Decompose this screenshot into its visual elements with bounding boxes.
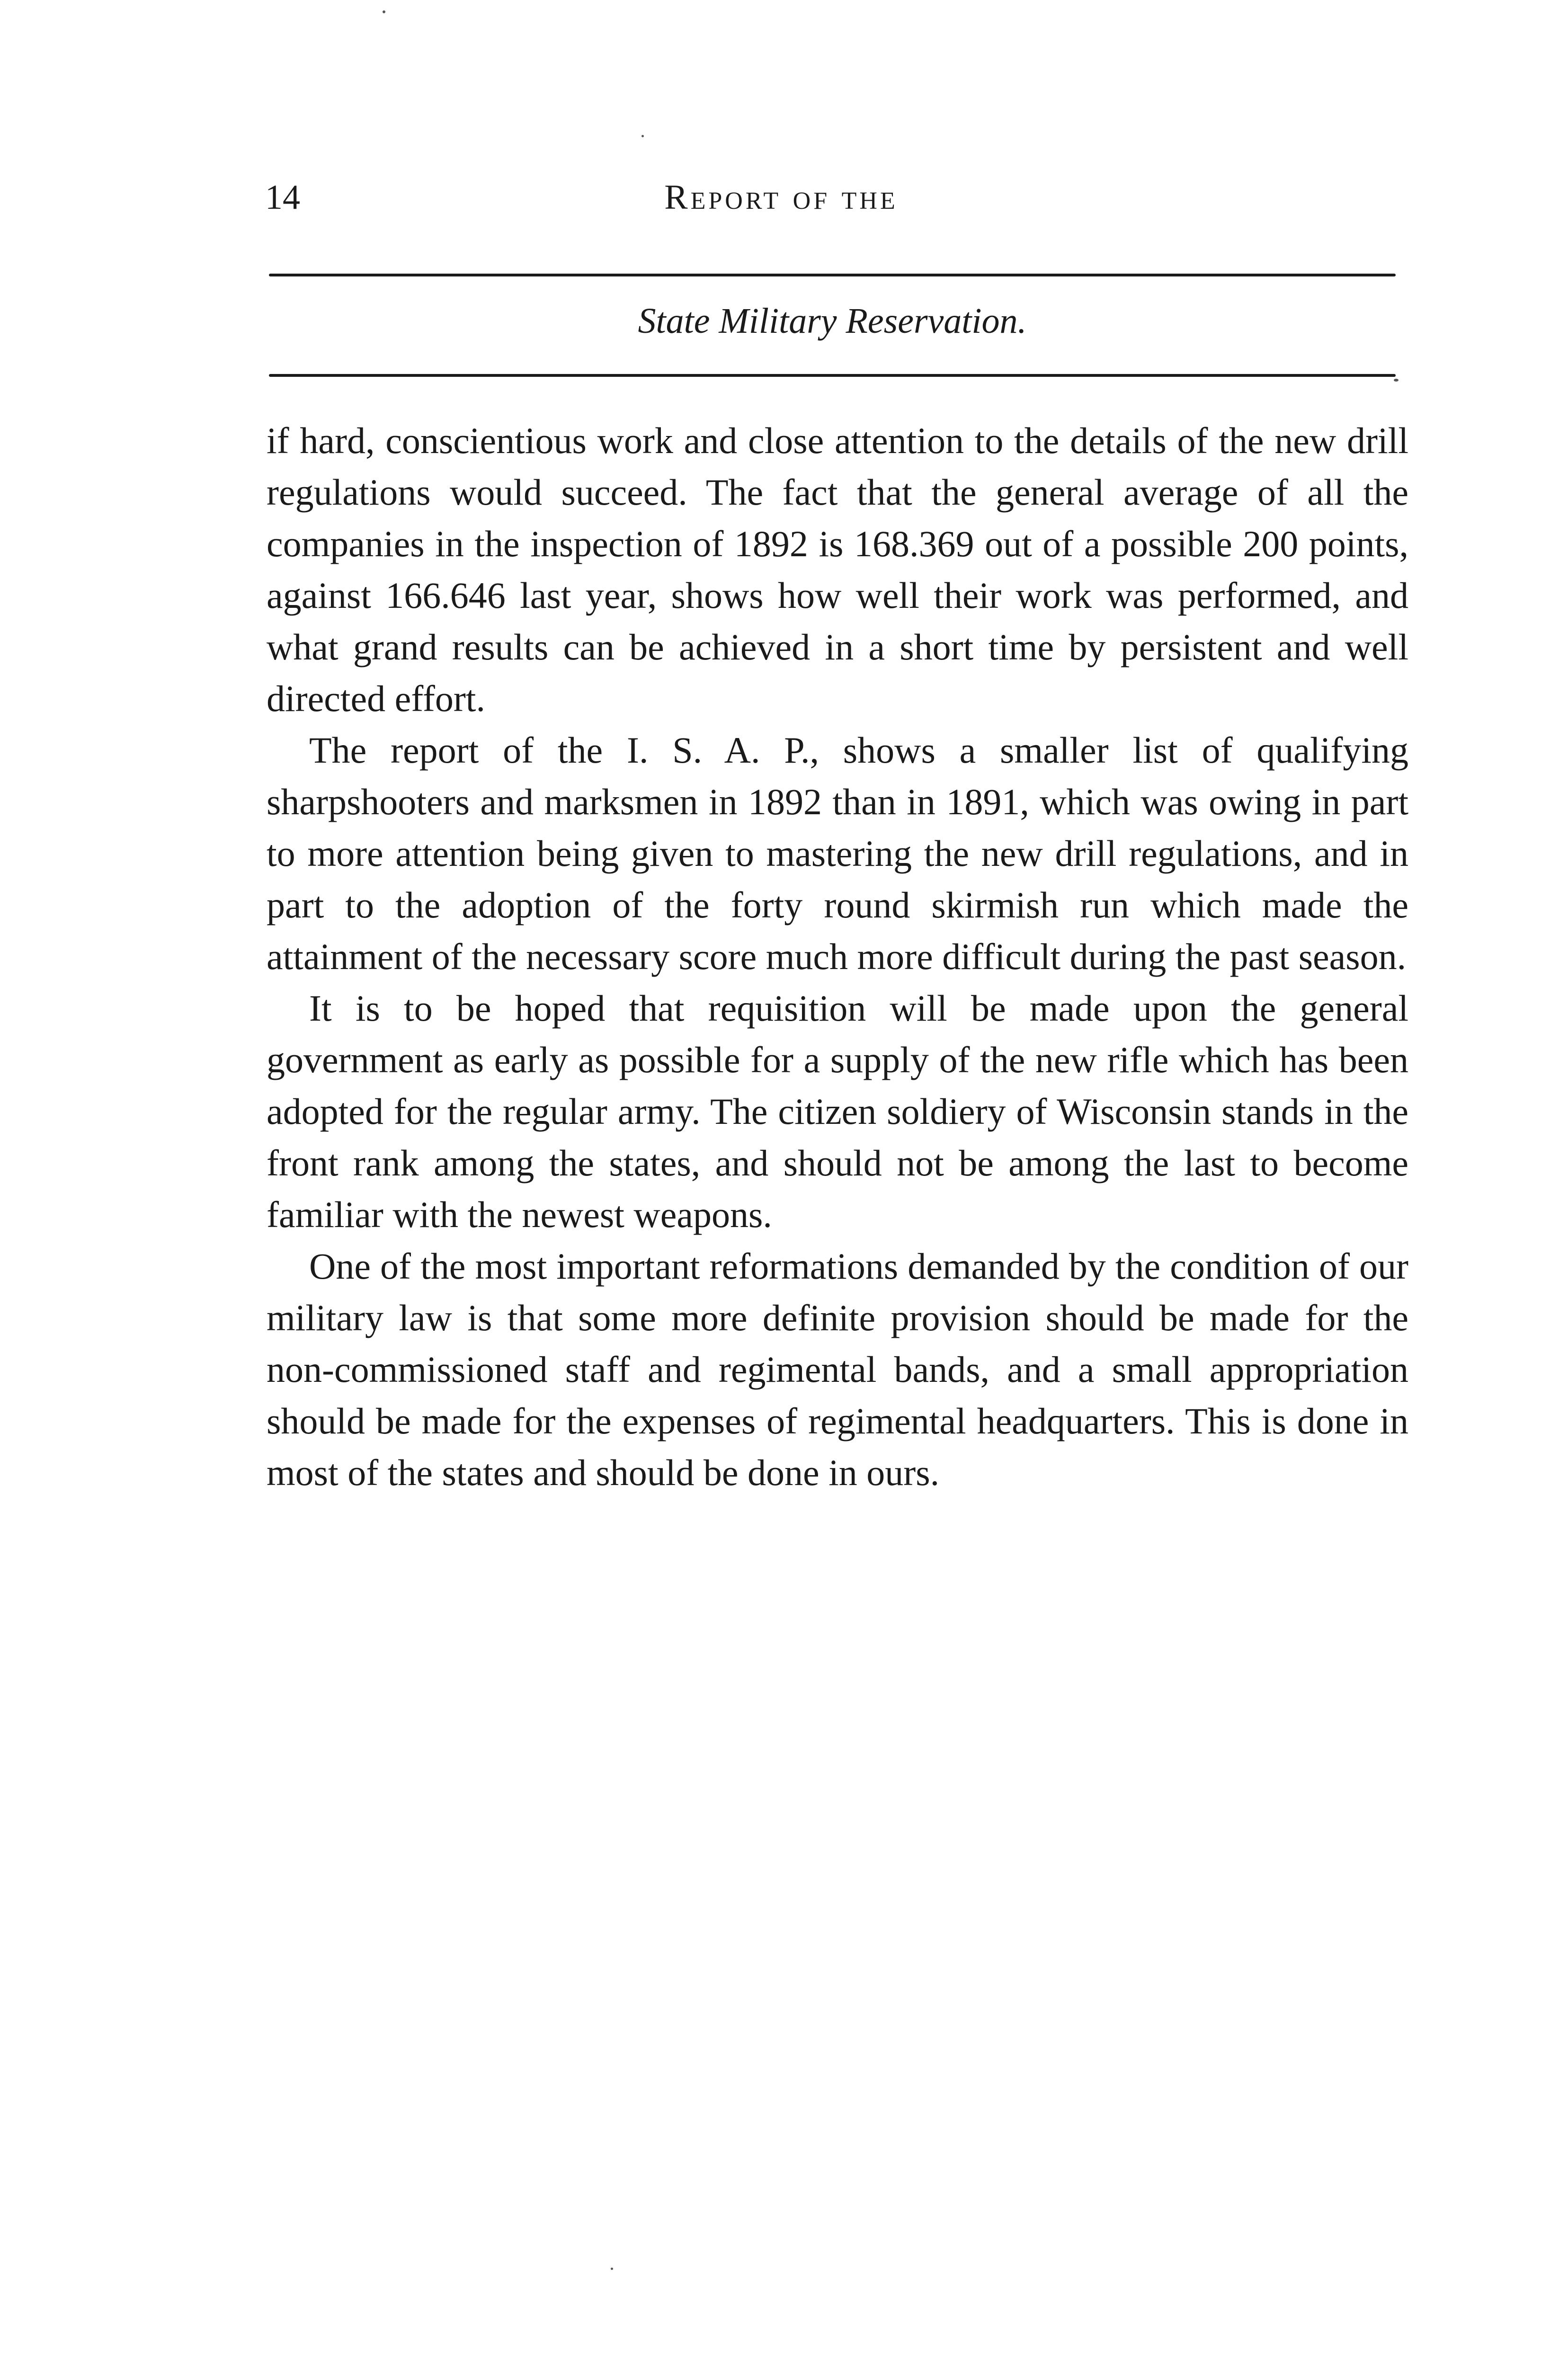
scan-speck: [1394, 379, 1399, 382]
paragraph-4: One of the most important reformations demanded by the condition of our military law is that some more definite provision should be made for the non-commissioned staff and regimental bands, and a small appropriation should be made for the expenses of regimental headquarters. This is done in most of the states and should be done in ours.: [267, 1246, 1408, 1493]
page-number: 14: [265, 178, 300, 217]
scan-speck: [641, 135, 644, 137]
body-text: [267, 415, 1408, 1498]
top-rule: [269, 274, 1396, 276]
scan-speck: [383, 10, 385, 13]
paragraph-3: It is to be hoped that requisition will be made upon the general government as early as possible for a supply of the new rifle which has been adopted for the regular army. The citizen soldiery of Wisconsin stands in the front rank among the states, and should not be among the last to become familiar with the newest weapons.: [267, 988, 1408, 1235]
scan-speck: [611, 2268, 613, 2270]
section-title: State Military Reservation.: [638, 301, 1027, 341]
paragraph-1: if hard, conscientious work and close attention to the details of the new drill regulations would succeed. The fact that the general average of all the companies in the inspection of 1892 is 168.369 out of a possible 200 points, against 166.646 last year, shows how well their work was performed, and what grand results can be achieved in a short time by persistent and well directed effort.: [267, 420, 1408, 719]
running-head: Report of the: [664, 178, 898, 217]
paragraph-2: The report of the I. S. A. P., shows a smaller list of qualifying sharpshooters and marksmen in 1892 than in 1891, which was owing in part to more attention being given to mastering the new drill regulations, and in part to the adoption of the forty round skirmish run which made the attainment of the necessary score much more difficult during the past season.: [267, 730, 1408, 977]
bottom-rule: [269, 374, 1396, 377]
